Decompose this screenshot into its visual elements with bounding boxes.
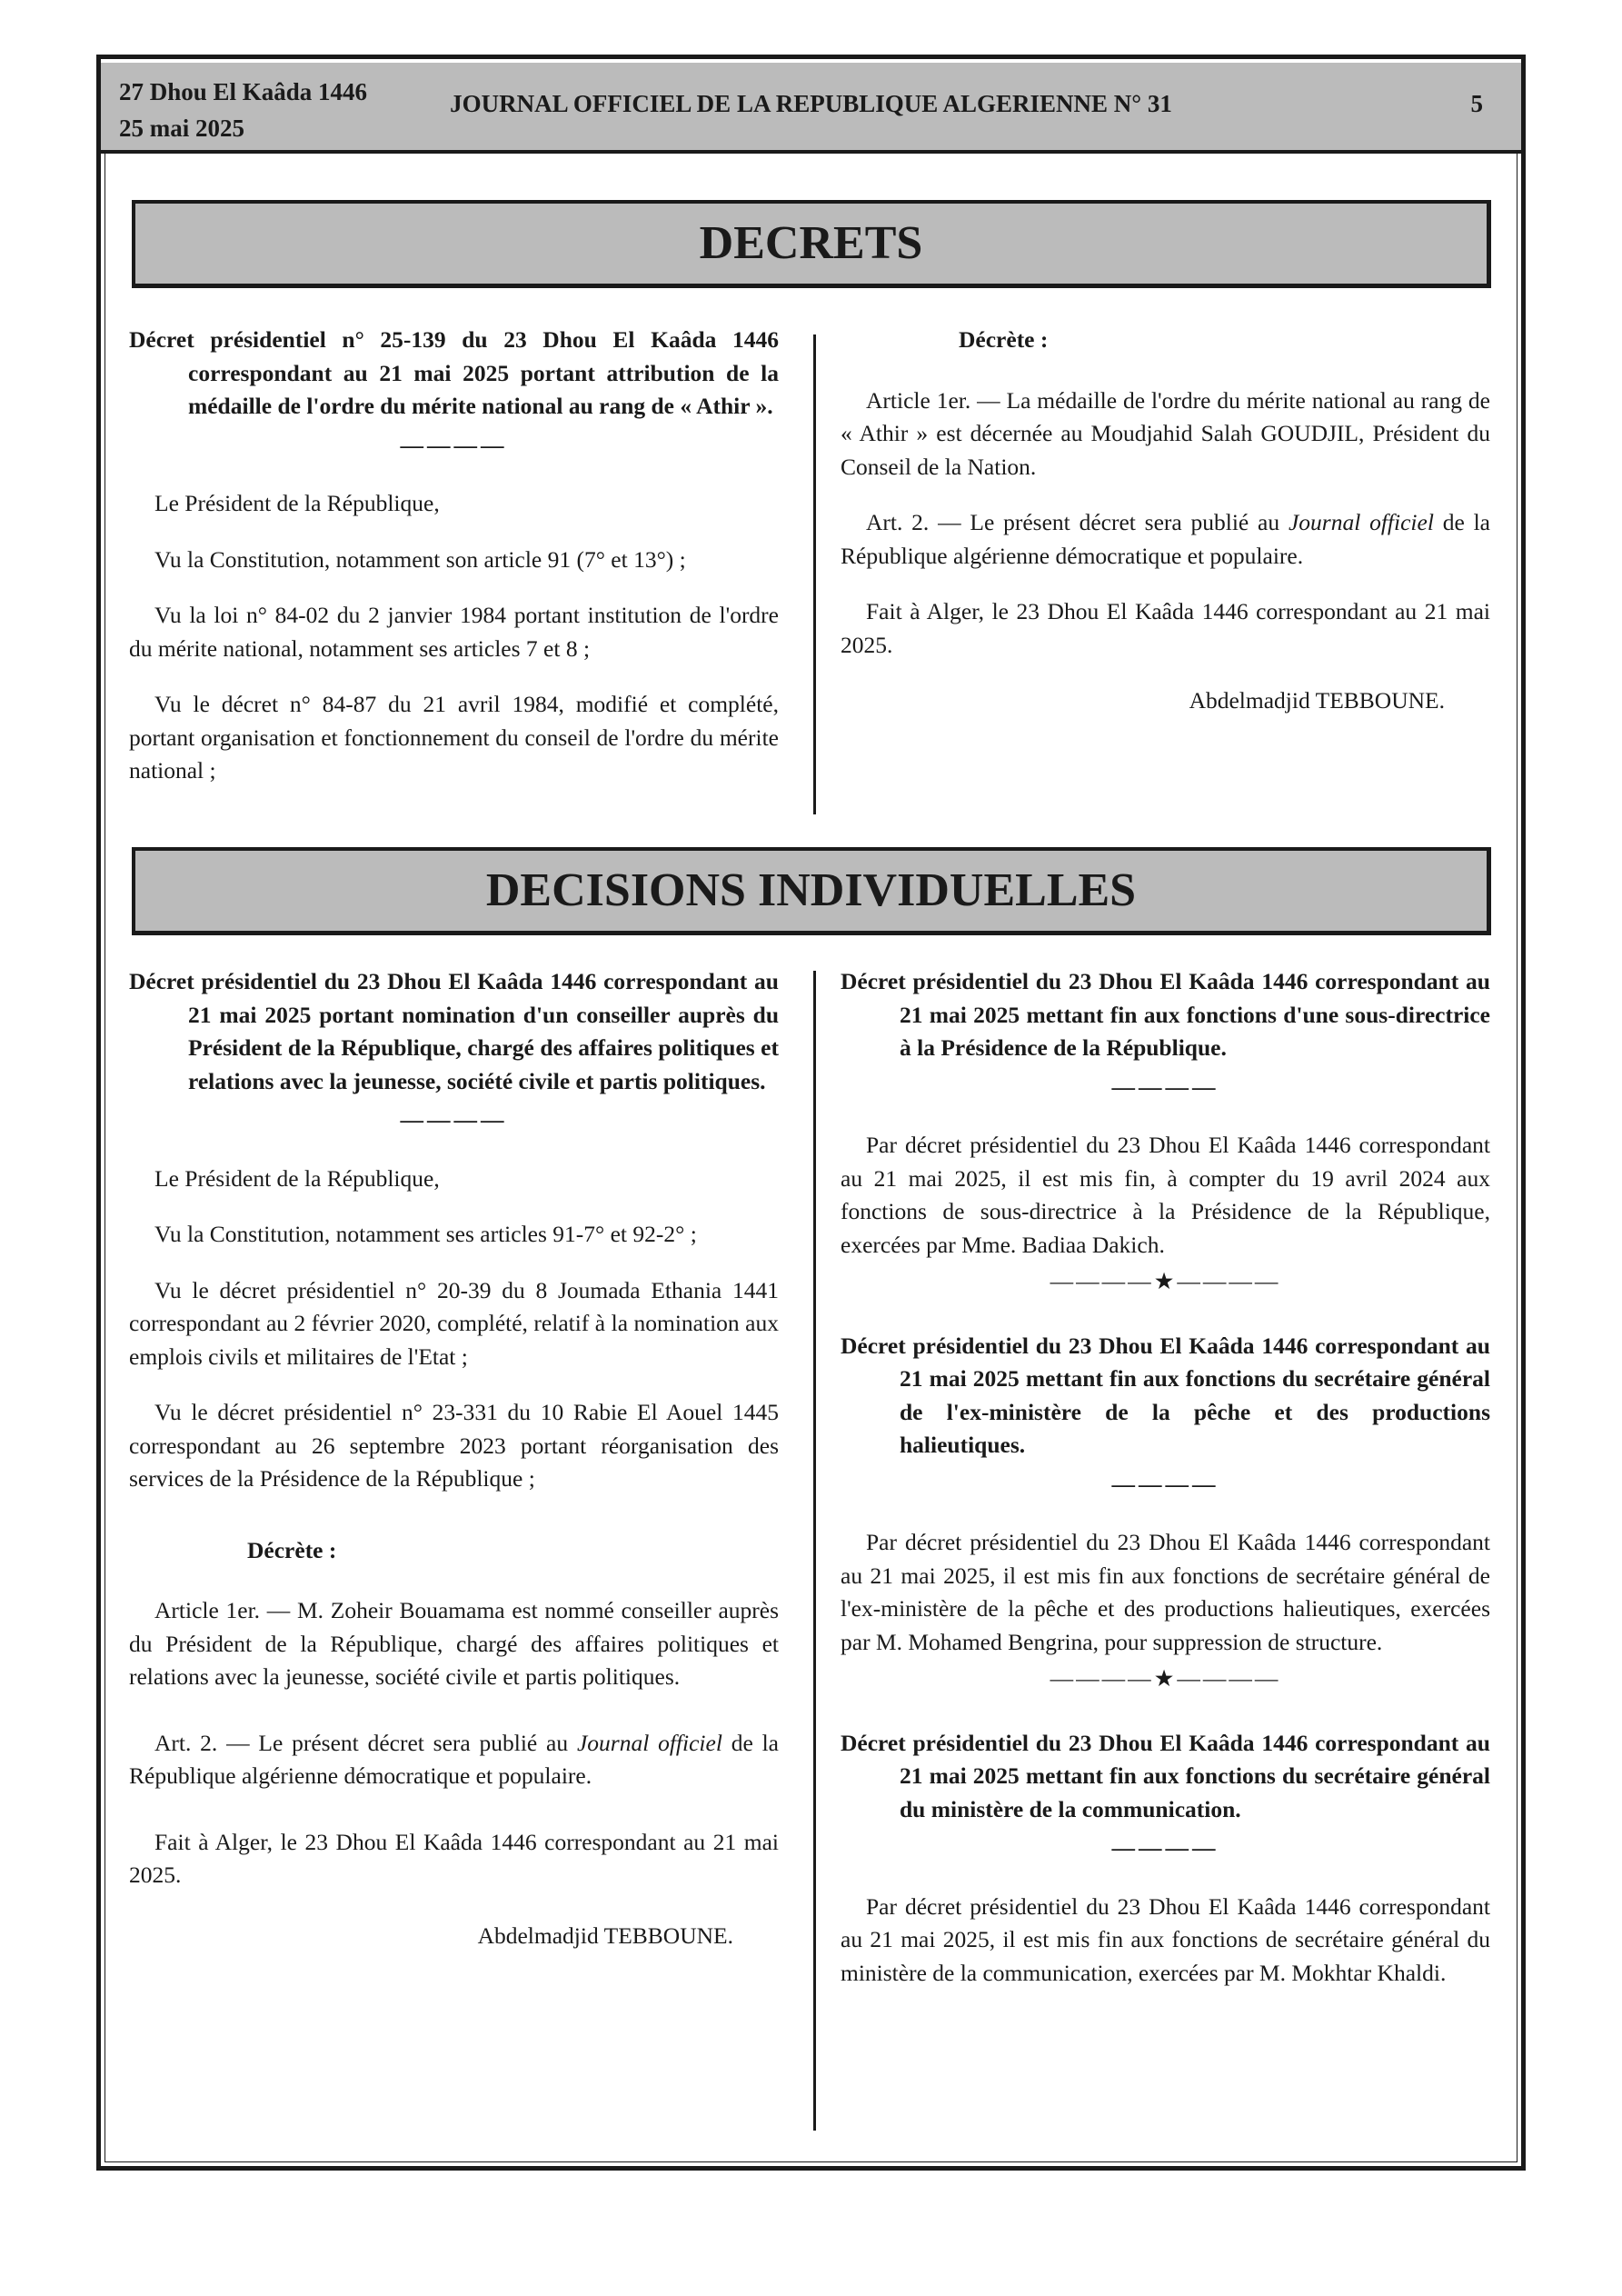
decisions-right-column	[841, 965, 1490, 2012]
paragraph: Le Président de la République,	[154, 490, 440, 516]
journal-officiel-italic: Journal officiel	[576, 1729, 722, 1756]
date-gregorian: 25 mai 2025	[119, 115, 244, 142]
signature: Abdelmadjid TEBBOUNE.	[1189, 687, 1445, 714]
star-separator: ————★————	[1050, 1268, 1281, 1294]
decree-heading: Décret présidentiel du 23 Dhou El Kaâda 1446 correspondant au 21 mai 2025 mettant fin aux fonctions d'une sous-directrice à la Présidence de la République.	[841, 968, 1490, 1061]
separator: ————	[1111, 1470, 1219, 1497]
journal-officiel-italic: Journal officiel	[1288, 509, 1434, 535]
decree-heading: Décret présidentiel du 23 Dhou El Kaâda 1446 correspondant au 21 mai 2025 mettant fin aux fonctions du secrétaire général de l'ex-ministère de la pêche et des productions halieutiques.	[841, 1332, 1490, 1458]
separator: ————	[1111, 1073, 1219, 1100]
decisions-left-column	[129, 965, 779, 1975]
journal-title: JOURNAL OFFICIEL DE LA REPUBLIQUE ALGERIENNE N° 31	[450, 90, 1172, 117]
column-divider	[813, 971, 816, 2131]
decree-body: Par décret présidentiel du 23 Dhou El Kaâda 1446 correspondant au 21 mai 2025, il est mis fin, à compter du 19 avril 2024 aux fonctions de sous-directrice à la Présidence de la République, exercées par Mme. Badiaa Dakich.	[841, 1132, 1490, 1258]
decrete-label: Décrète :	[247, 1536, 337, 1563]
star-separator: ————★————	[1050, 1665, 1281, 1692]
decree-heading: Décret présidentiel du 23 Dhou El Kaâda 1446 correspondant au 21 mai 2025 portant nomination d'un conseiller auprès du Président de la République, chargé des affaires politiques et relations avec la jeunesse, société civile et partis politiques.	[129, 968, 779, 1094]
section-title-decrets: DECRETS	[132, 200, 1491, 288]
column-divider	[813, 334, 816, 814]
section-title-decisions: DECISIONS INDIVIDUELLES	[132, 847, 1491, 935]
paragraph: Vu le décret n° 84-87 du 21 avril 1984, modifié et complété, portant organisation et fonctionnement du conseil de l'ordre du mérite national ;	[129, 691, 779, 784]
decrete-label: Décrète :	[959, 326, 1049, 353]
done-at: Fait à Alger, le 23 Dhou El Kaâda 1446 correspondant au 21 mai 2025.	[129, 1828, 779, 1888]
text: Art. 2. — Le présent décret sera publié au	[154, 1729, 577, 1756]
article-2	[129, 1727, 779, 1793]
text: de la République algérienne démocratique et populaire.	[841, 509, 1490, 569]
article-1: Article 1er. — M. Zoheir Bouamama est nommé conseiller auprès du Président de la République, chargé des affaires politiques et relations avec la jeunesse, société civile et partis politiques.	[129, 1597, 779, 1690]
signature: Abdelmadjid TEBBOUNE.	[477, 1922, 733, 1949]
separator: ————	[400, 431, 508, 458]
paragraph: Le Président de la République,	[154, 1164, 440, 1192]
done-at: Fait à Alger, le 23 Dhou El Kaâda 1446 correspondant au 21 mai 2025.	[841, 598, 1490, 658]
separator: ————	[1111, 1834, 1219, 1861]
article-1: Article 1er. — La médaille de l'ordre du mérite national au rang de « Athir » est décernée au Moudjahid Salah GOUDJIL, Président du Conseil de la Nation.	[841, 386, 1490, 480]
article-2	[841, 506, 1490, 573]
paragraph: Vu la Constitution, notamment ses articles 91-7° et 92-2° ;	[154, 1221, 697, 1247]
paragraph: Vu la Constitution, notamment son article 91 (7° et 13°) ;	[154, 545, 686, 573]
text: de la République algérienne démocratique et populaire.	[129, 1729, 779, 1789]
paragraph: Vu la loi n° 84-02 du 2 janvier 1984 portant institution de l'ordre du mérite national, notamment ses articles 7 et 8 ;	[129, 602, 779, 662]
decrets-right-column	[841, 324, 1490, 741]
separator: ————	[400, 1106, 508, 1133]
decree-body: Par décret présidentiel du 23 Dhou El Kaâda 1446 correspondant au 21 mai 2025, il est mis fin aux fonctions de secrétaire général de l'ex-ministère de la pêche et des productions halieutiques, exercées par M. Mohamed Bengrina, pour suppression de structure.	[841, 1529, 1490, 1655]
paragraph: Vu le décret présidentiel n° 23-331 du 10 Rabie El Aouel 1445 correspondant au 26 septembre 2023 portant réorganisation des services de la Présidence de la République ;	[129, 1399, 779, 1492]
paragraph: Vu le décret présidentiel n° 20-39 du 8 Joumada Ethania 1441 correspondant au 2 février 2020, complété, relatif à la nomination aux emplois civils et militaires de l'Etat ;	[129, 1276, 779, 1370]
decree-heading: Décret présidentiel n° 25-139 du 23 Dhou El Kaâda 1446 correspondant au 21 mai 2025 portant attribution de la médaille de l'ordre du mérite national au rang de « Athir ».	[129, 326, 779, 419]
page-number: 5	[1470, 90, 1483, 117]
journal-header	[101, 63, 1521, 154]
decrets-left-column	[129, 324, 779, 811]
text: Art. 2. — Le présent décret sera publié au	[866, 509, 1289, 535]
date-hijri: 27 Dhou El Kaâda 1446	[119, 78, 368, 105]
decree-body: Par décret présidentiel du 23 Dhou El Kaâda 1446 correspondant au 21 mai 2025, il est mis fin aux fonctions de secrétaire général du ministère de la communication, exercées par M. Mokhtar Khaldi.	[841, 1892, 1490, 1986]
decree-heading: Décret présidentiel du 23 Dhou El Kaâda 1446 correspondant au 21 mai 2025 mettant fin aux fonctions du secrétaire général du ministère de la communication.	[841, 1729, 1490, 1822]
